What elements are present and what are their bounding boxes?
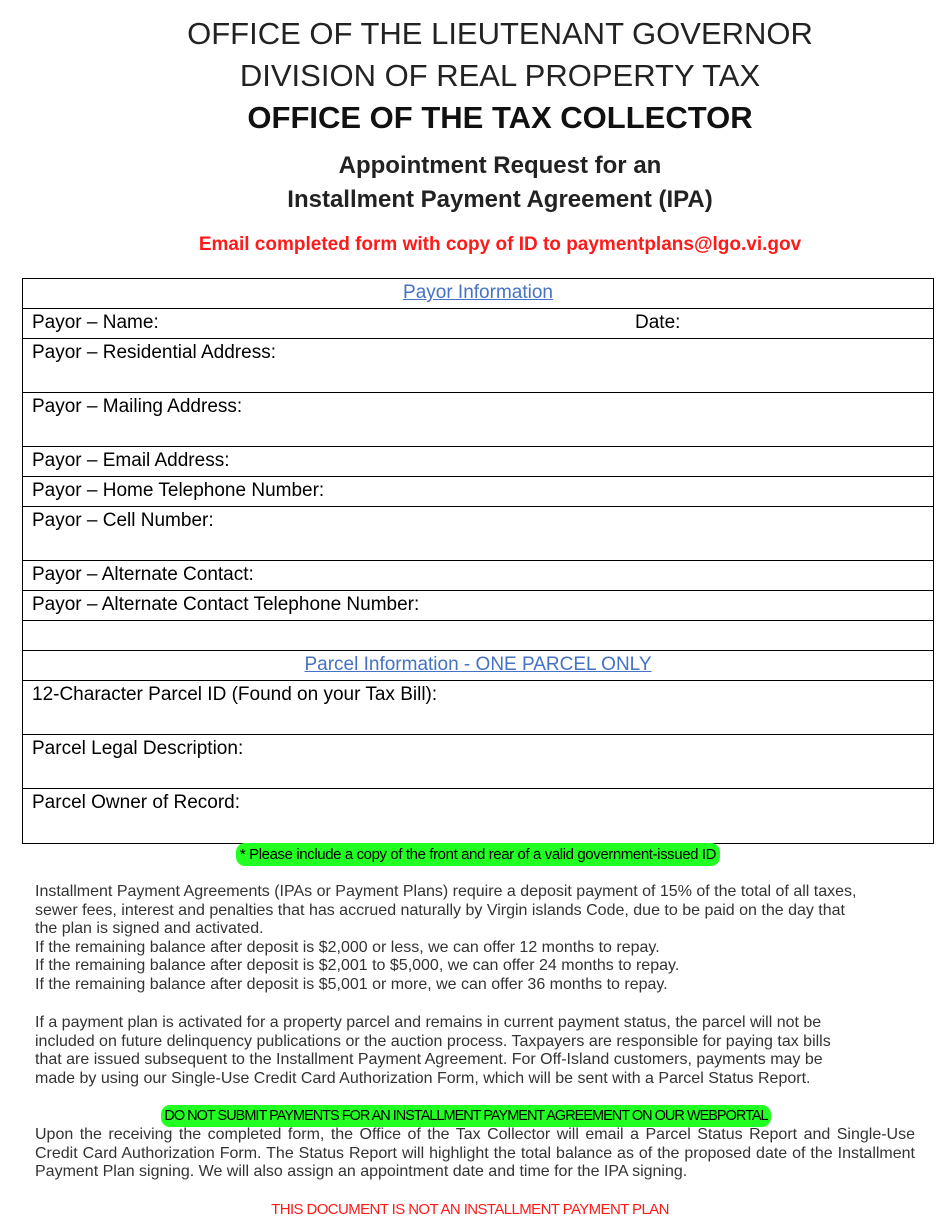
paragraph-line: If the remaining balance after deposit is $5,001 or more, we can offer 36 months to repay. (35, 975, 668, 993)
office-heading: OFFICE OF THE LIEUTENANT GOVERNOR (187, 16, 813, 51)
home-phone-label: Payor – Home Telephone Number: (32, 480, 325, 501)
owner-of-record-row[interactable] (23, 789, 933, 843)
paragraph-line: If a payment plan is activated for a property parcel and remains in current payment status, the parcel will not be (35, 1014, 822, 1031)
delinquency-paragraph (35, 1014, 915, 1088)
cell-number-row[interactable] (23, 507, 933, 561)
portal-warning-wrapper (0, 1105, 932, 1127)
form-title-line1: Appointment Request for an (338, 152, 662, 179)
paragraph-line: included on future delinquency publications or the auction process. Taxpayers are responsible for paying tax bills (35, 1032, 831, 1050)
paragraph-line: Installment Payment Agreements (IPAs or Payment Plans) require a deposit payment of 15% of the total of all taxes, (35, 883, 857, 900)
legal-description-row[interactable] (23, 735, 933, 789)
home-phone-row[interactable] (23, 477, 933, 507)
alternate-phone-row[interactable] (23, 591, 933, 621)
paragraph-line: If the remaining balance after deposit is $2,000 or less, we can offer 12 months to repay. (35, 938, 660, 956)
form-title-line2: Installment Payment Agreement (IPA) (287, 186, 713, 213)
alternate-contact-label: Payor – Alternate Contact: (32, 564, 254, 585)
parcel-id-row[interactable] (23, 681, 933, 735)
date-label: Date: (635, 312, 681, 333)
payor-section-header (23, 279, 933, 309)
residential-address-label: Payor – Residential Address: (32, 342, 276, 363)
email-address-row[interactable] (23, 447, 933, 477)
legal-description-label: Parcel Legal Description: (32, 738, 244, 759)
payor-section-title: Payor Information (403, 282, 553, 303)
portal-warning: DO NOT SUBMIT PAYMENTS FOR AN INSTALLMENT PAYMENT AGREEMENT ON OUR WEBPORTAL (161, 1105, 770, 1127)
residential-address-row[interactable] (23, 339, 933, 393)
id-note-wrapper (0, 843, 950, 866)
tax-collector-heading: OFFICE OF THE TAX COLLECTOR (247, 100, 753, 135)
parcel-section-header (23, 651, 933, 681)
payor-name-label: Payor – Name: (32, 312, 159, 333)
email-address-label: Payor – Email Address: (32, 450, 230, 471)
paragraph-line: If the remaining balance after deposit is $2,001 to $5,000, we can offer 24 months to repay. (35, 957, 680, 975)
cell-number-label: Payor – Cell Number: (32, 510, 214, 531)
paragraph-line: that are issued subsequent to the Installment Payment Agreement. For Off-Island customers, payments may be (35, 1051, 823, 1069)
mailing-address-row[interactable] (23, 393, 933, 447)
payor-name-row[interactable] (23, 309, 933, 339)
email-instruction: Email completed form with copy of ID to paymentplans@lgo.vi.gov (198, 234, 802, 255)
blank-row (23, 621, 933, 651)
paragraph-line: the plan is signed and activated. (35, 920, 264, 938)
owner-of-record-label: Parcel Owner of Record: (32, 792, 241, 813)
next-steps-paragraph: Upon the receiving the completed form, the Office of the Tax Collector will email a Parcel Status Report and Single-Use Credit Card Authorization Form. The Status Report will highlight the total balance as of the proposed date of the Installment Payment Plan signing. We will also assign an appointment date and time for the IPA signing. (35, 1126, 915, 1181)
mailing-address-label: Payor – Mailing Address: (32, 396, 243, 417)
request-form-table (22, 278, 934, 844)
disclaimer-footer: THIS DOCUMENT IS NOT AN INSTALLMENT PAYMENT PLAN (271, 1201, 669, 1218)
alternate-contact-row[interactable] (23, 561, 933, 591)
deposit-paragraph (35, 883, 915, 995)
division-heading: DIVISION OF REAL PROPERTY TAX (239, 58, 761, 93)
id-note: * Please include a copy of the front and rear of a valid government-issued ID (236, 843, 720, 866)
alternate-phone-label: Payor – Alternate Contact Telephone Number: (32, 594, 420, 615)
parcel-id-label: 12-Character Parcel ID (Found on your Tax Bill): (32, 684, 438, 705)
paragraph-line: made by using our Single-Use Credit Card Authorization Form, which will be sent with a Parcel Status Report. (35, 1069, 811, 1087)
paragraph-line: sewer fees, interest and penalties that has accrued naturally by Virgin islands Code, due to be paid on the day that (35, 901, 845, 919)
parcel-section-title: Parcel Information - ONE PARCEL ONLY (304, 654, 652, 675)
